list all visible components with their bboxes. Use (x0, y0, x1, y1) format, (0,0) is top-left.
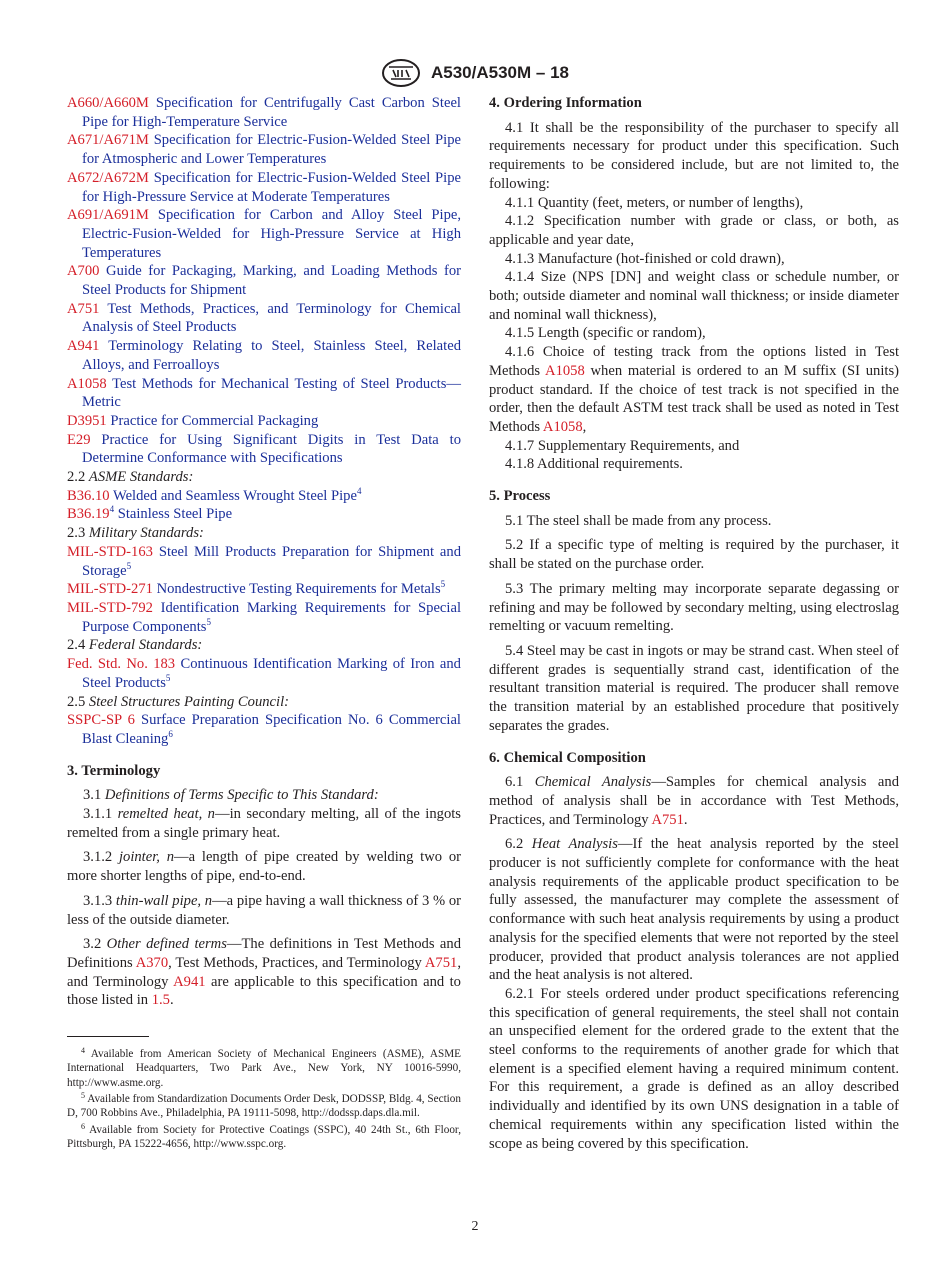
reference-entry (67, 131, 461, 168)
paragraph-4-1-4: 4.1.4 Size (NPS [DN] and weight class or schedule number, or both; outside diameter and nominal wall thickness; or inside diameter and nominal wall thickness), (489, 269, 899, 323)
paragraph-6-2-1: 6.2.1 For steels ordered under product specifications referencing this specification of general requirements, the steel shall not contain an unspecified element for the ordered grade to the extent that the steel conforms to the requirements of another grade for which that element is a specified element having a required minimum content. For this requirement, a grade is defined as an alloy described individually and identified by its own UNS designation in a table of chemical requirements within any specification listed within the scope as being covered by this specification. (489, 985, 899, 1152)
link-a1058[interactable]: A1058 (545, 362, 585, 379)
reference-entry (67, 412, 461, 431)
reference-entry (67, 580, 461, 599)
link-a751[interactable]: A751 (424, 954, 458, 971)
footnote-divider (67, 1036, 149, 1037)
reference-entry (67, 599, 461, 636)
right-column (489, 94, 899, 1153)
asme-references (67, 487, 461, 524)
astm-logo-icon (381, 58, 421, 88)
reference-entry (67, 94, 461, 131)
paragraph-3-1: 3.1 Definitions of Terms Specific to This Standard: (83, 787, 379, 804)
paragraph-5-4: 5.4 Steel may be cast in ingots or may be strand cast. When steel of different grades is sequentially strand cast, identification of the resultant transition material is required. The producer shall remove the transition material by an established procedure that positively separates the grades. (489, 642, 899, 734)
paragraph-4-1: 4.1 It shall be the responsibility of the purchaser to specify all requirements necessary for product under this specification. Such requirements to be considered include, but are not limited to, the following: (489, 119, 899, 192)
military-references (67, 543, 461, 637)
footnote (67, 1047, 461, 1090)
reference-code-link[interactable]: A1058 (67, 375, 107, 392)
document-designation: A530/A530M – 18 (431, 63, 569, 82)
reference-title-link[interactable]: Practice for Commercial Packaging (110, 412, 319, 429)
reference-entry (67, 487, 461, 506)
astm-references (67, 94, 461, 468)
paragraph-3-2: 3.2 Other defined terms—The definitions in Test Methods and Definitions A370, Test Methods, Practices, and Terminology A751, and Terminology A941 are applicable to this specification and to those listed in 1.5. (67, 936, 461, 1009)
reference-title-link[interactable]: Specification for Electric-Fusion-Welded Steel Pipe for High-Pressure Service at Moderate Temperatures (82, 169, 461, 205)
reference-entry (67, 655, 461, 692)
reference-code-link[interactable]: SSPC-SP 6 (67, 712, 135, 729)
reference-code-link[interactable]: B36.10 (67, 487, 110, 504)
footnote-marker: 4 (109, 504, 115, 515)
section-3-heading: 3. Terminology (67, 762, 161, 779)
reference-code-link[interactable]: MIL-STD-163 (67, 543, 153, 560)
footnotes (67, 1047, 461, 1151)
reference-code-link[interactable]: A700 (67, 263, 100, 280)
footnote (67, 1123, 461, 1152)
reference-title-link[interactable]: Steel Mill Products Preparation for Shipment and Storage (82, 543, 462, 579)
link-section-1-5[interactable]: 1.5 (151, 992, 170, 1009)
federal-references (67, 655, 461, 692)
paragraph-4-1-1: 4.1.1 Quantity (feet, meters, or number of lengths), (505, 194, 804, 211)
reference-entry (67, 431, 461, 468)
reference-title-link[interactable]: Welded and Seamless Wrought Steel Pipe (112, 487, 357, 504)
reference-entry (67, 375, 461, 412)
paragraph-3-1-3: 3.1.3 thin-wall pipe, n—a pipe having a wall thickness of 3 % or less of the outside diameter. (67, 892, 461, 928)
paragraph-3-1-2: 3.1.2 jointer, n—a length of pipe created by welding two or more shorter lengths of pipe, end-to-end. (67, 849, 462, 885)
reference-title-link[interactable]: Specification for Electric-Fusion-Welded Steel Pipe for Atmospheric and Lower Temperatures (82, 132, 461, 168)
footnote-marker: 5 (206, 616, 211, 627)
reference-title-link[interactable]: Surface Preparation Specification No. 6 Commercial Blast Cleaning (82, 712, 461, 747)
footnote-marker: 5 (165, 672, 171, 683)
reference-code-link[interactable]: A671/A671M (67, 132, 149, 149)
paragraph-4-1-7: 4.1.7 Supplementary Requirements, and (505, 437, 740, 454)
reference-title-link[interactable]: Identification Marking Requirements for Special Purpose Components (82, 599, 461, 635)
paragraph-4-1-6: 4.1.6 Choice of testing track from the options listed in Test Methods A1058 when material is ordered to an M suffix (SI units) product standard. If the choice of test track is not specified in the order, then the default ASTM test track shall be used as noted in Test Methods A1058, (489, 344, 899, 435)
section-2-5: 2.5 Steel Structures Painting Council: (67, 693, 290, 710)
reference-entry (67, 262, 461, 299)
section-2-2: 2.2 ASME Standards: (67, 469, 194, 486)
reference-title-link[interactable]: Nondestructive Testing Requirements for Metals (156, 581, 441, 598)
reference-entry (67, 300, 461, 337)
link-a941[interactable]: A941 (173, 973, 206, 990)
reference-title-link[interactable]: Continuous Identification Marking of Iron and Steel Products (82, 656, 461, 691)
reference-code-link[interactable]: A660/A660M (67, 95, 149, 111)
reference-code-link[interactable]: A672/A672M (67, 169, 149, 186)
footnote (67, 1092, 461, 1121)
reference-title-link[interactable]: Test Methods, Practices, and Terminology for Chemical Analysis of Steel Products (82, 300, 461, 336)
section-2-3: 2.3 Military Standards: (67, 525, 204, 542)
footnote-marker: 6 (168, 728, 173, 739)
reference-entry (67, 543, 461, 580)
reference-title-link[interactable]: Specification for Carbon and Alloy Steel Pipe, Electric-Fusion-Welded for High-Pressure Service at High Temperatures (82, 207, 461, 261)
footnote-number: 4 (81, 1046, 85, 1056)
reference-entry (67, 206, 461, 262)
link-a751[interactable]: A751 (651, 811, 684, 828)
reference-title-link[interactable]: Stainless Steel Pipe (117, 506, 233, 523)
paragraph-3-1-1: 3.1.1 remelted heat, n—in secondary melting, all of the ingots remelted from a single primary heat. (67, 806, 461, 841)
paragraph-4-1-2: 4.1.2 Specification number with grade or class, or both, as applicable and year date, (489, 213, 899, 248)
section-2-4: 2.4 Federal Standards: (67, 637, 203, 654)
reference-code-link[interactable]: MIL-STD-792 (67, 599, 153, 616)
reference-code-link[interactable]: B36.19 (67, 506, 110, 523)
paragraph-4-1-5: 4.1.5 Length (specific or random), (505, 325, 706, 342)
reference-title-link[interactable]: Guide for Packaging, Marking, and Loading Methods for Steel Products for Shipment (82, 263, 461, 299)
left-column (67, 94, 461, 1153)
footnote-marker: 5 (126, 560, 132, 571)
page-number: 2 (471, 1219, 479, 1234)
paragraph-5-2: 5.2 If a specific type of melting is required by the purchaser, it shall be stated on the purchase order. (489, 537, 899, 573)
reference-entry (67, 711, 461, 748)
reference-code-link[interactable]: Fed. Std. No. 183 (67, 656, 176, 673)
reference-code-link[interactable]: E29 (67, 431, 91, 448)
footnote-marker: 5 (440, 579, 446, 590)
link-a370[interactable]: A370 (135, 954, 169, 971)
section-4-heading: 4. Ordering Information (489, 95, 642, 111)
footnote-text: Available from Standardization Documents Order Desk, DODSSP, Bldg. 4, Section D, 700 Robbins Ave., Philadelphia, PA 19111-5098, http://dodssp.daps.dla.mil. (67, 1092, 461, 1120)
paragraph-5-3: 5.3 The primary melting may incorporate separate degassing or refining and may be followed by secondary melting, using electroslag remelting or vacuum remelting. (489, 580, 899, 635)
reference-entry (67, 505, 461, 524)
paragraph-6-1: 6.1 Chemical Analysis—Samples for chemical analysis and method of analysis shall be in accordance with Test Methods, Practices, and Terminology A751. (489, 774, 899, 828)
reference-code-link[interactable]: A941 (67, 338, 100, 355)
footnote-text: Available from American Society of Mechanical Engineers (ASME), ASME International Headquarters, Two Park Ave., New York, NY 10016-5990, http://www.asme.org. (67, 1048, 461, 1089)
reference-entry (67, 337, 461, 374)
section-6-heading: 6. Chemical Composition (489, 749, 646, 766)
reference-code-link[interactable]: A751 (67, 300, 100, 317)
reference-code-link[interactable]: D3951 (67, 412, 107, 429)
paragraph-4-1-3: 4.1.3 Manufacture (hot-finished or cold drawn), (505, 250, 785, 267)
paragraph-5-1: 5.1 The steel shall be made from any process. (505, 512, 772, 529)
footnote-text: Available from Society for Protective Coatings (SSPC), 40 24th St., 6th Floor, Pittsburgh, PA 15222-4656, http://www.sspc.org. (67, 1123, 461, 1150)
reference-code-link[interactable]: MIL-STD-271 (67, 581, 153, 598)
paragraph-6-2: 6.2 Heat Analysis—If the heat analysis reported by the steel producer is not sufficiently complete for conformance with the heat analysis requirements of the applicable product specification to be fully assessed, the manufacturer may complete the assessment of conformance with such heat analysis requirements by using a product analysis for the specified elements that were not reported by the steel producer, provided that product analysis tolerances are not applied and the heat analysis is not altered. (489, 836, 899, 984)
paragraph-4-1-8: 4.1.8 Additional requirements. (505, 456, 683, 473)
reference-title-link[interactable]: Practice for Using Significant Digits in Test Data to Determine Conformance with Specifications (82, 431, 461, 467)
sspc-references (67, 711, 461, 748)
reference-title-link[interactable]: Terminology Relating to Steel, Stainless Steel, Related Alloys, and Ferroalloys (82, 338, 461, 373)
footnote-number: 5 (81, 1090, 85, 1100)
link-a1058[interactable]: A1058 (542, 418, 583, 435)
reference-title-link[interactable]: Test Methods for Mechanical Testing of Steel Products—Metric (82, 375, 462, 411)
footnote-number: 6 (81, 1121, 85, 1131)
reference-code-link[interactable]: A691/A691M (67, 207, 149, 224)
footnote-marker: 4 (356, 485, 362, 496)
reference-entry (67, 169, 461, 206)
page-header (0, 58, 950, 88)
section-5-heading: 5. Process (489, 488, 551, 505)
reference-title-link[interactable]: Specification for Centrifugally Cast Carbon Steel Pipe for High-Temperature Service (82, 95, 461, 130)
